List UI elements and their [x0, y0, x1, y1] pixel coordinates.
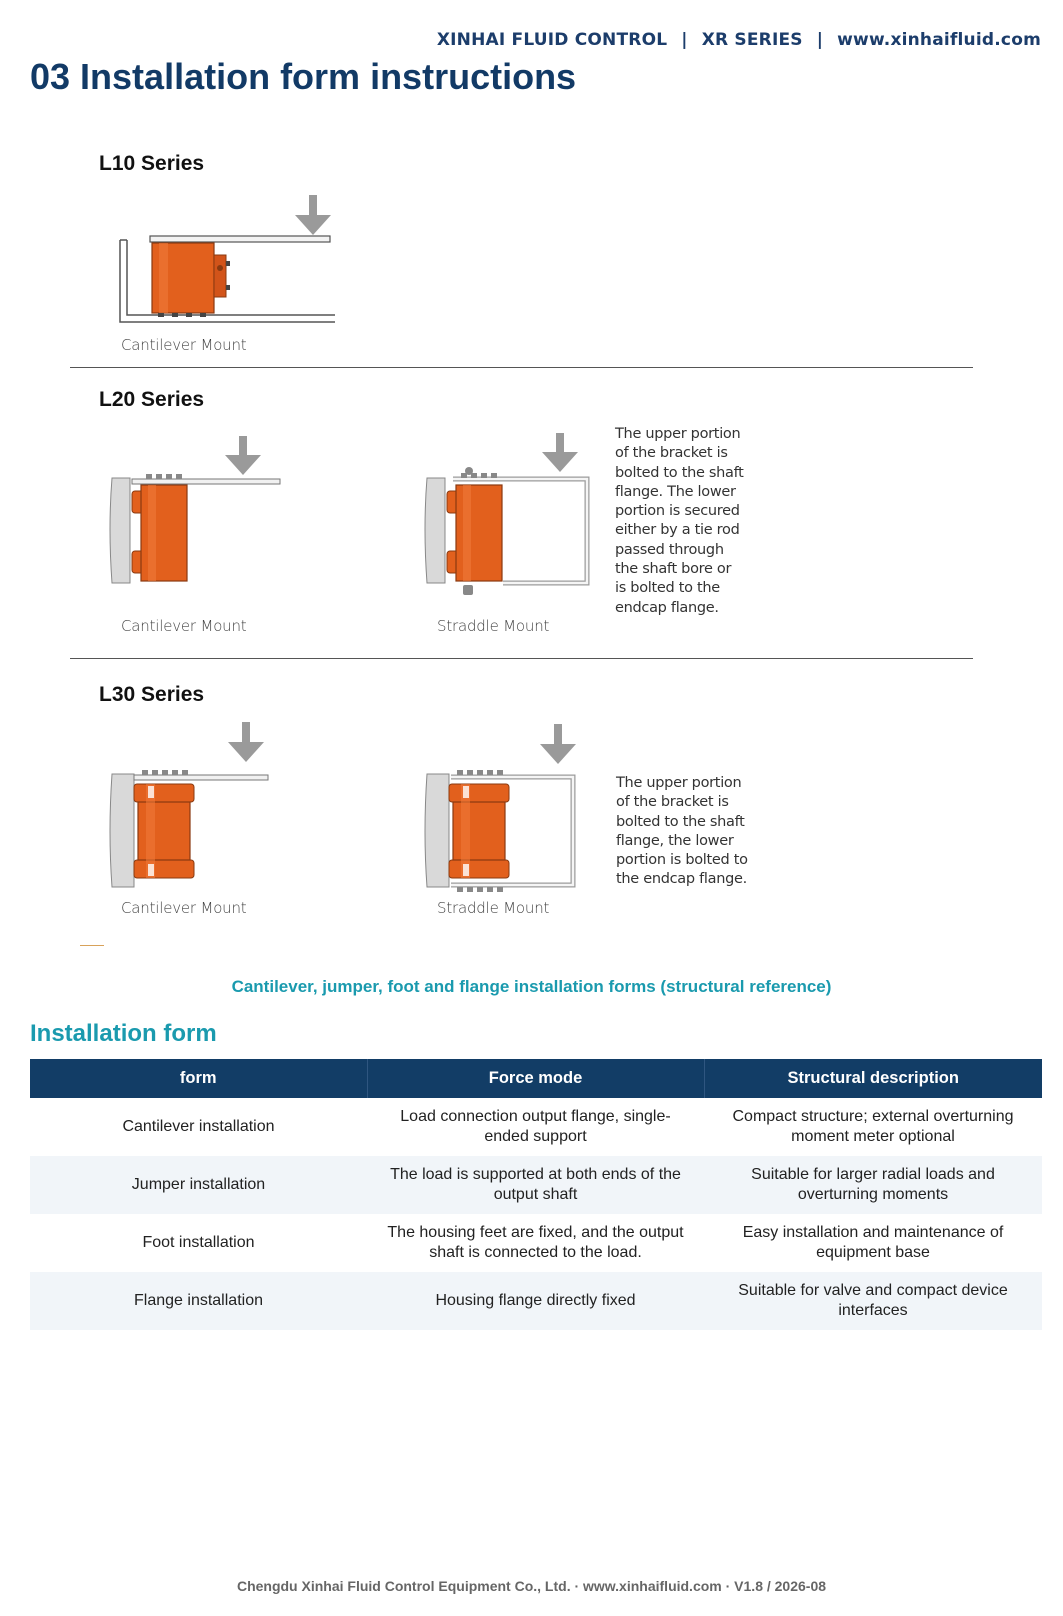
l30-cantilever-caption: Cantilever Mount	[121, 899, 247, 917]
table-row	[30, 1214, 1042, 1272]
note-line: portion is bolted to	[616, 852, 748, 869]
column-header: Structural description	[704, 1059, 1042, 1098]
load-arrow-icon	[228, 722, 264, 762]
table-cell: The housing feet are fixed, and the output shaft is connected to the load.	[387, 1224, 684, 1261]
load-arrow-icon	[225, 436, 261, 475]
series-name: XR SERIES	[701, 30, 803, 50]
page-footer: Chengdu Xinhai Fluid Control Equipment Co., Ltd. · www.xinhaifluid.com · V1.8 / 2026-08	[236, 1578, 827, 1594]
section-divider	[70, 658, 973, 659]
table-header-row	[30, 1059, 1042, 1098]
l20-cantilever-diagram	[108, 433, 283, 593]
l30-straddle-note	[616, 774, 748, 890]
l20-straddle-note	[615, 425, 744, 618]
table-cell: Foot installation	[142, 1234, 255, 1251]
figure-caption: Cantilever, jumper, foot and flange installation forms (structural reference)	[231, 977, 832, 996]
page-title: 03 Installation form instructions	[30, 56, 577, 97]
l20-straddle-caption: Straddle Mount	[437, 617, 550, 635]
note-line: portion is secured	[615, 503, 740, 520]
table-cell: Jumper installation	[30, 1156, 367, 1214]
l20-straddle-diagram	[423, 433, 598, 593]
table-cell: Load connection output flange, single-ended support	[400, 1108, 671, 1145]
header-separator: |	[816, 30, 824, 50]
l30-straddle-caption: Straddle Mount	[437, 899, 550, 917]
note-line: is bolted to the	[615, 580, 720, 597]
table-cell: Suitable for valve and compact device interfaces	[704, 1272, 1042, 1330]
l10-cantilever-caption: Cantilever Mount	[121, 336, 247, 354]
table-cell: Housing flange directly fixed	[367, 1272, 704, 1330]
load-arrow-icon	[542, 433, 578, 472]
note-line: the endcap flange.	[616, 871, 747, 888]
table-cell: Compact structure; external overturning moment meter optional	[732, 1108, 1014, 1145]
l30-series-title: L30 Series	[99, 683, 205, 706]
installation-section-title: Installation form	[30, 1020, 217, 1047]
table-cell: Easy installation and maintenance of equipment base	[742, 1224, 1004, 1261]
column-header: form	[30, 1059, 367, 1098]
note-line: The upper portion	[616, 775, 742, 791]
note-line: bolted to the shaft	[616, 813, 745, 830]
note-line: either by a tie rod	[615, 522, 740, 539]
note-line: flange. The lower	[615, 483, 736, 500]
l30-straddle-diagram	[423, 722, 583, 892]
company-name: XINHAI FLUID CONTROL	[436, 30, 668, 50]
section-divider	[70, 367, 973, 368]
note-line: The upper portion	[615, 426, 741, 442]
l20-cantilever-caption: Cantilever Mount	[121, 617, 247, 635]
column-header: Force mode	[367, 1059, 704, 1098]
note-line: bolted to the shaft	[615, 464, 744, 481]
header-separator: |	[681, 30, 688, 50]
l30-cantilever-diagram	[108, 722, 268, 892]
note-line: of the bracket is	[615, 445, 728, 462]
load-arrow-icon	[540, 724, 576, 764]
table-row	[30, 1272, 1042, 1330]
l10-cantilever-diagram	[110, 195, 340, 330]
table-cell: Flange installation	[30, 1272, 367, 1330]
website-link[interactable]: www.xinhaifluid.com	[837, 30, 1041, 50]
page-header	[437, 30, 1041, 50]
table-row	[30, 1098, 1042, 1156]
installation-table	[30, 1059, 1042, 1330]
note-line: of the bracket is	[616, 794, 729, 811]
table-cell: Suitable for larger radial loads and overturning moments	[704, 1156, 1042, 1214]
load-arrow-icon	[295, 195, 331, 235]
l20-series-title: L20 Series	[99, 388, 205, 411]
note-line: passed through	[615, 541, 724, 558]
note-line: the shaft bore or	[615, 561, 732, 578]
note-line: endcap flange.	[615, 599, 719, 616]
decorative-mark	[80, 945, 104, 946]
table-cell: The load is supported at both ends of the output shaft	[367, 1156, 704, 1214]
table-row	[30, 1156, 1042, 1214]
note-line: flange, the lower	[616, 832, 734, 849]
l10-series-title: L10 Series	[99, 152, 205, 175]
table-cell: Cantilever installation	[122, 1118, 275, 1135]
